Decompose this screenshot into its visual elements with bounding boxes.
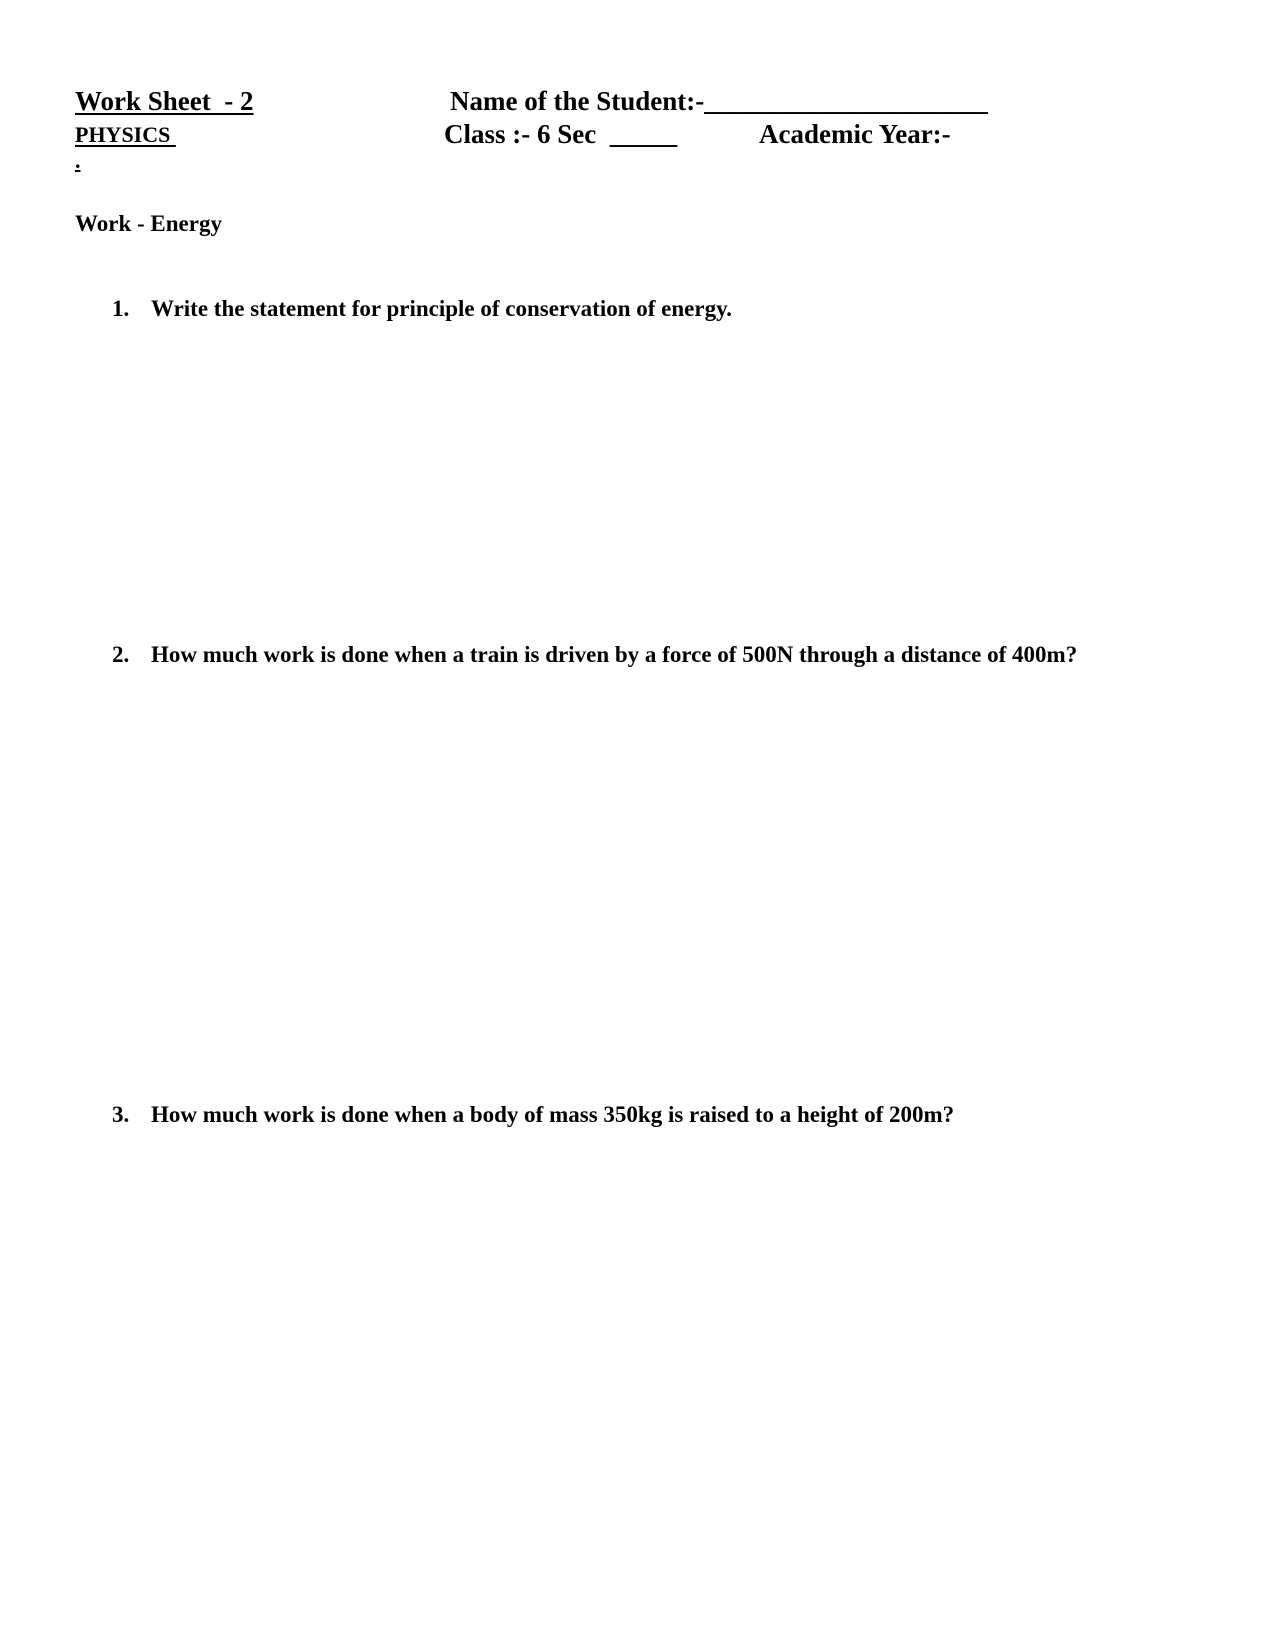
student-name-field: Name of the Student:-_____________________ bbox=[450, 86, 988, 116]
topic-heading: Work - Energy bbox=[75, 211, 222, 236]
question-number: 3. bbox=[112, 1102, 130, 1127]
question-text: How much work is done when a train is driven by a force of 500N through a distance of 400m? bbox=[151, 642, 1078, 667]
worksheet-title: Work Sheet - 2 bbox=[75, 86, 254, 116]
subject-label: PHYSICS bbox=[75, 122, 176, 147]
question-text: Write the statement for principle of conservation of energy. bbox=[151, 296, 733, 321]
question-number: 2. bbox=[112, 642, 130, 667]
academic-year-field: Academic Year:- bbox=[759, 119, 951, 149]
class-section-field: Class :- 6 Sec _____ bbox=[444, 119, 678, 149]
question-text: How much work is done when a body of mass 350kg is raised to a height of 200m? bbox=[151, 1102, 955, 1127]
question-number: 1. bbox=[112, 296, 130, 321]
stray-dot: . bbox=[75, 148, 81, 173]
